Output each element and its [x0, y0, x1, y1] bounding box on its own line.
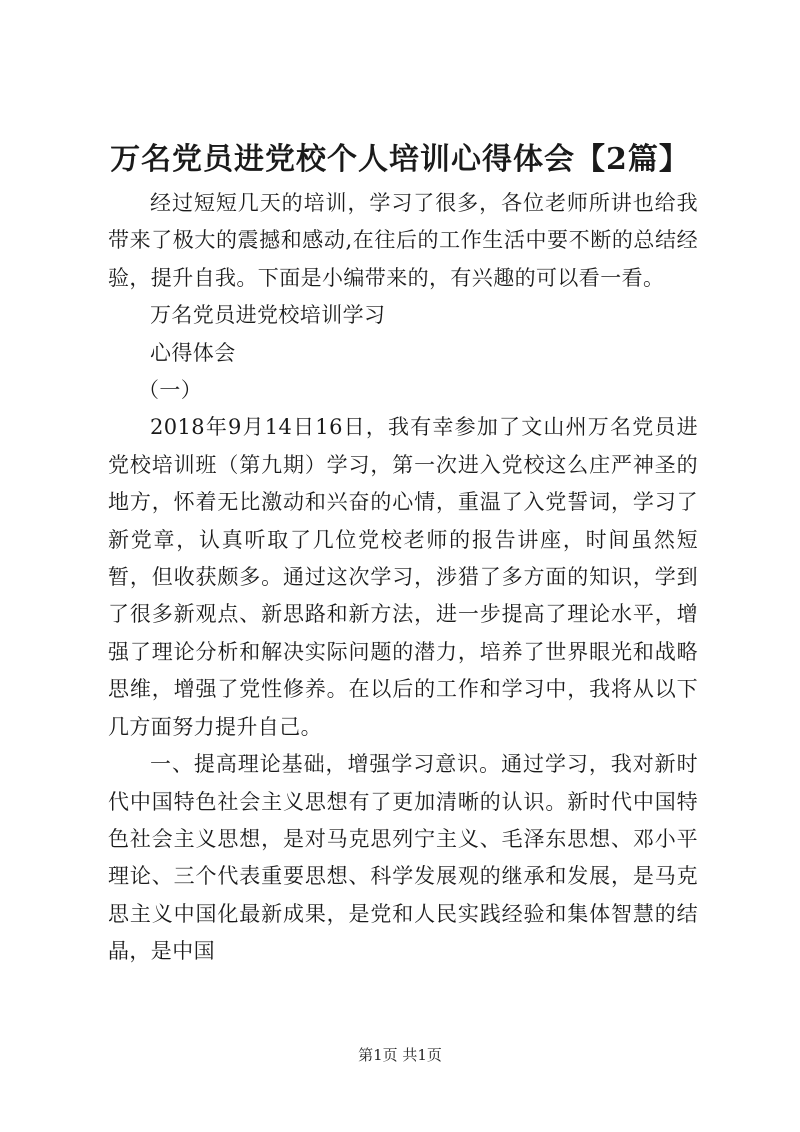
body-paragraph: 一、提高理论基础，增强学习意识。通过学习，我对新时代中国特色社会主义思想有了更加清晰的认识。新时代中国特色社会主义思想，是对马克思列宁主义、毛泽东思想、邓小平理论、三个代表重要思想、科学发展观的继承和发展，是马克思主义中国化最新成果，是党和人民实践经验和集体智慧的结晶，是中国	[108, 752, 698, 964]
section-number: （一）	[138, 378, 203, 403]
intro-paragraph: 经过短短几天的培训，学习了很多，各位老师所讲也给我带来了极大的震撼和感动,在往后的工作生活中要不断的总结经验，提升自我。下面是小编带来的，有兴趣的可以看一看。	[108, 191, 698, 290]
page-footer: 第1页 共1页	[358, 1046, 442, 1064]
document-title: 万名党员进党校个人培训心得体会【2篇】	[110, 142, 690, 177]
subheading-line-1: 万名党员进党校培训学习	[150, 303, 386, 328]
body-paragraph: 2018年9月14日16日，我有幸参加了文山州万名党员进党校培训班（第九期）学习，第一次进入党校这么庄严神圣的地方，怀着无比激动和兴奋的心情，重温了入党誓词，学习了新党章，认真听取了几位党校老师的报告讲座，时间虽然短暂，但收获颇多。通过这次学习，涉猎了多方面的知识，学到了很多新观点、新思路和新方法，进一步提高了理论水平，增强了理论分析和解决实际问题的潜力，培养了世界眼光和战略思维，增强了党性修养。在以后的工作和学习中，我将从以下几方面努力提升自己。	[108, 415, 698, 739]
subheading-line-2: 心得体会	[150, 340, 236, 365]
document-body	[108, 185, 698, 971]
